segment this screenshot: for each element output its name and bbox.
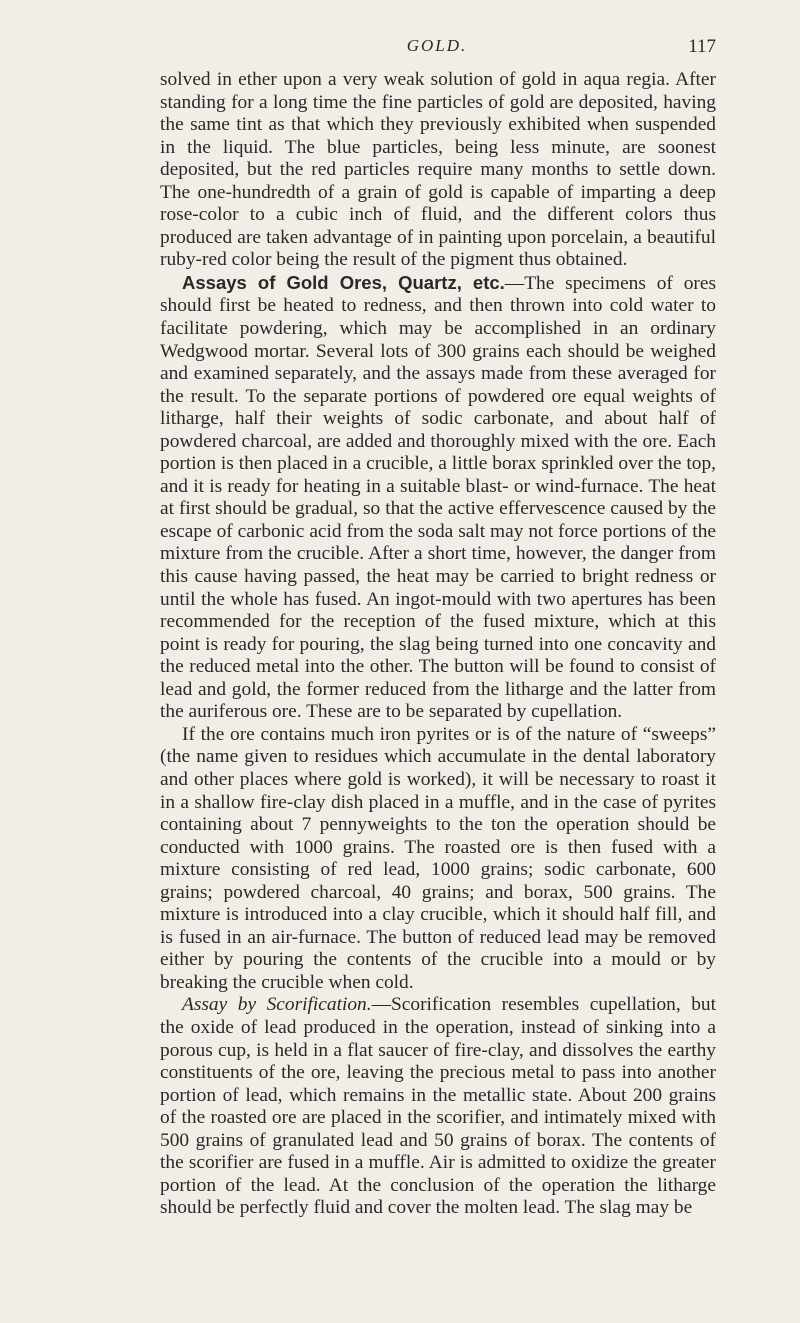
paragraph-text: —The specimens of ores should first be heated to redness, and then thrown into cold water to facilitate powdering, which may be accomplished in an ordinary Wedgwood mortar. Several lots of 300 grains each should be weighed and examined separately, and the assays made from these averaged for the result. To the separate portions of powdered ore equal weights of litharge, half their weights of sodic carbonate, and about half of powdered charcoal, are added and thoroughly mixed with the ore. Each portion is then placed in a crucible, a little borax sprinkled over the top, and it is ready for heating in a suitable blast- or wind-furnace. The heat at first should be gradual, so that the active effervescence caused by the escape of carbonic acid from the soda salt may not force portions of the mixture from the crucible. After a short time, however, the danger from this cause having passed, the heat may be carried to bright redness or until the whole has fused. An ingot-mould with two apertures has been recommended for the reception of the fused mixture, which at this point is ready for pouring, the slag being turned into one concavity and the reduced metal into the other. The button will be found to consist of lead and gold, the former reduced from the litharge and the latter from the auriferous ore. These are to be separated by cupellation.	[160, 272, 716, 723]
section-heading: Assays of Gold Ores, Quartz, etc.	[182, 271, 505, 293]
paragraph	[160, 724, 716, 995]
paragraph-text: If the ore contains much iron pyrites or is of the nature of “sweeps” (the name given to residues which accumulate in the dental laboratory and other places where gold is worked), it will be necessary to roast it in a shallow fire-clay dish placed in a muffle, and in the case of pyrites containing about 7 pennyweights to the ton the operation should be conducted with 1000 grains. The roasted ore is then fused with a mixture consisting of red lead, 1000 grains; sodic carbonate, 600 grains; powdered charcoal, 40 grains; and borax, 500 grains. The mixture is introduced into a clay crucible, which it should half fill, and is fused in an air-furnace. The button of reduced lead may be removed either by pouring the contents of the crucible into a mould or by breaking the crucible when cold.	[160, 723, 716, 993]
paragraph	[160, 272, 716, 724]
body-text	[160, 69, 716, 1220]
paragraph-text: —Scorification resembles cupellation, but the oxide of lead produced in the operation, instead of sinking into a porous cup, is held in a flat saucer of fire-clay, and dissolves the earthy constituents of the ore, leaving the precious metal to pass into another portion of lead, which remains in the metallic state. About 200 grains of the roasted ore are placed in the scorifier, and intimately mixed with 500 grains of granulated lead and 50 grains of borax. The contents of the scorifier are fused in a muffle. Air is admitted to oxidize the greater portion of the lead. At the conclusion of the operation the litharge should be perfectly fluid and cover the molten lead. The slag may be	[160, 994, 716, 1219]
page-number: 117	[688, 36, 716, 57]
paragraph-text: solved in ether upon a very weak solution of gold in aqua regia. After standing for a long time the fine particles of gold are deposited, having the same tint as that which they previously exhibited when suspended in the liquid. The blue particles, being less minute, are soonest deposited, but the red particles require many months to settle down. The one-hundredth of a grain of gold is capable of imparting a deep rose-color to a cubic inch of fluid, and the different colors thus produced are taken advantage of in painting upon porcelain, a beautiful ruby-red color being the result of the pigment thus obtained.	[160, 69, 716, 271]
section-heading: Assay by Scorification.	[182, 994, 372, 1016]
paragraph	[160, 69, 716, 272]
running-head: GOLD.	[406, 36, 468, 55]
paragraph	[160, 994, 716, 1219]
page-header	[158, 36, 716, 60]
